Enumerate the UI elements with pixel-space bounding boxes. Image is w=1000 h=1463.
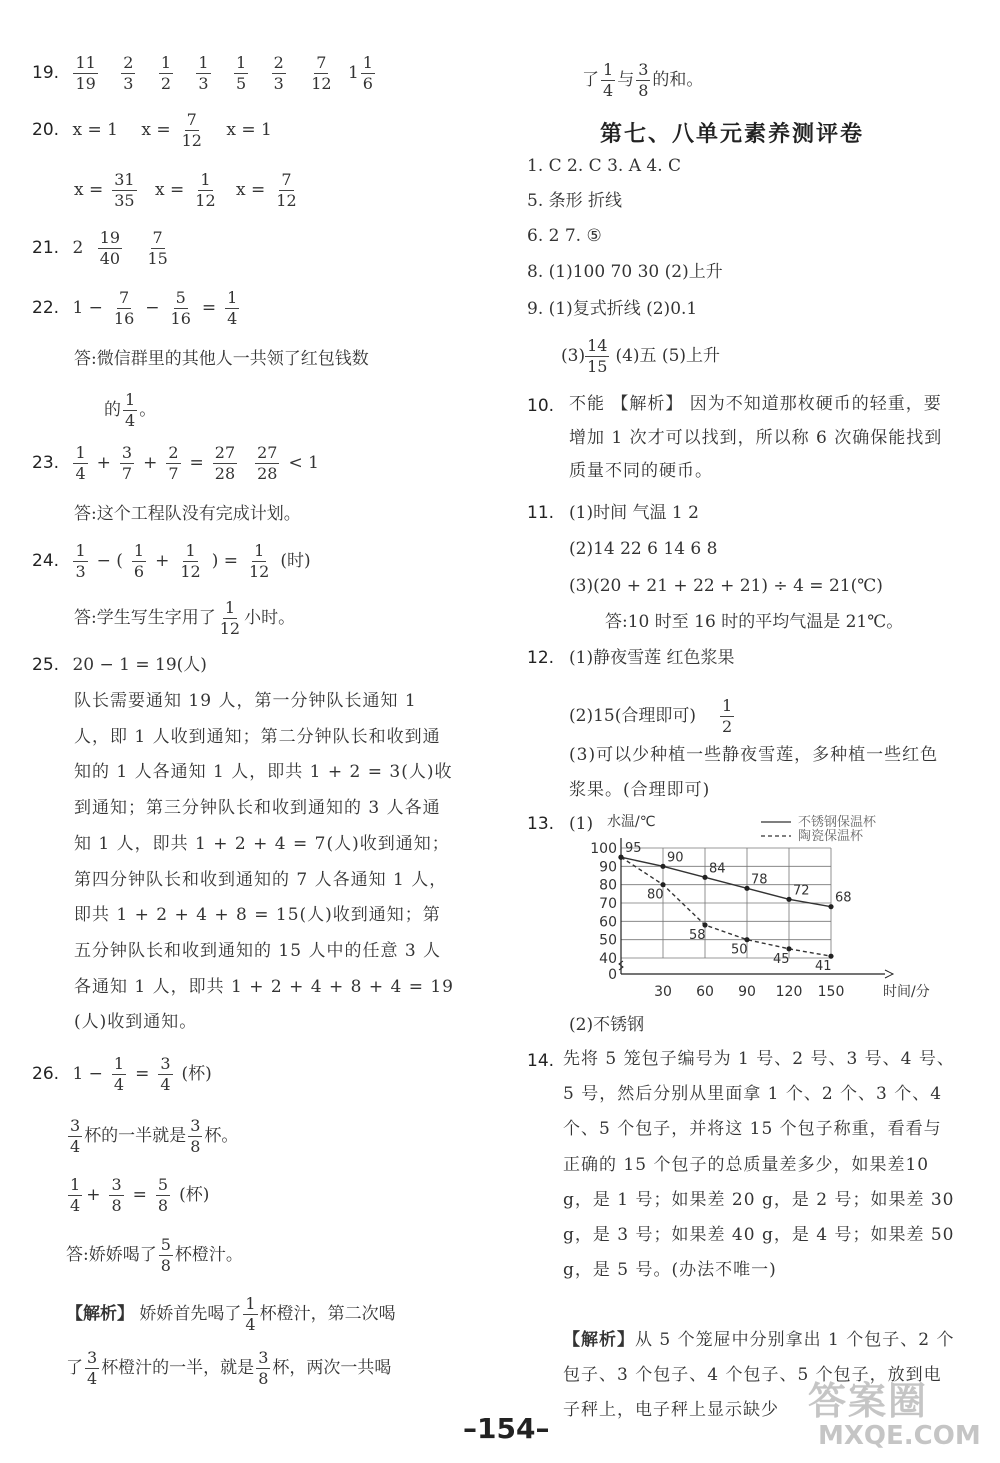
x-axis-arrow [885, 970, 893, 978]
y-tick-label: 70 [599, 896, 617, 912]
numerator: 1 [224, 598, 235, 617]
fraction [123, 392, 137, 429]
operator: = [189, 453, 204, 473]
numerator: 7 [281, 170, 292, 189]
denominator: 28 [257, 464, 278, 483]
numerator: 1 [75, 541, 86, 560]
denominator: 7 [168, 464, 179, 483]
numerator: 1 [75, 443, 86, 462]
water-temperature-line-chart [590, 808, 953, 1000]
data-label: 95 [625, 841, 642, 857]
text: 。 [139, 400, 157, 420]
numerator: 3 [160, 1054, 171, 1073]
equation: x = [155, 180, 185, 200]
denominator: 4 [227, 309, 238, 328]
x-tick-label: 60 [696, 984, 714, 1000]
y-axis-label: 水温/℃ [607, 814, 656, 830]
data-point [744, 886, 749, 891]
operator: < 1 [288, 453, 319, 473]
q21-number: 21. [32, 238, 60, 258]
numerator: 3 [87, 1348, 98, 1367]
text: 杯橙汁，第二次喝 [259, 1304, 396, 1324]
numerator: 1 [362, 53, 373, 72]
text: 的 [104, 400, 121, 420]
denominator: 19 [75, 74, 96, 93]
fraction [158, 1056, 172, 1093]
y-tick-label: 60 [599, 914, 617, 931]
denominator: 3 [75, 562, 86, 581]
q12-line1: (1)静夜雪莲 红色浆果 [569, 648, 735, 668]
denominator: 4 [75, 464, 86, 483]
fraction [68, 1177, 82, 1214]
data-point [660, 882, 665, 887]
equation: x = [74, 180, 104, 200]
answer: 2 [72, 238, 84, 258]
operator: ) = [211, 551, 238, 571]
q22-answer: 答:微信群里的其他人一共领了红包钱数 [74, 349, 369, 369]
fraction [112, 290, 136, 327]
text: 与 [617, 70, 635, 90]
fraction [121, 55, 135, 92]
equation: x = 1 [226, 120, 272, 140]
operator: − ( [96, 551, 123, 571]
numerator: 2 [168, 443, 179, 462]
text: 了 [66, 1358, 83, 1378]
numerator: 1 [245, 1294, 256, 1313]
analysis-tag: 【解析】 [563, 1330, 635, 1350]
q23-number: 23. [32, 453, 60, 473]
numerator: 7 [152, 228, 163, 247]
operator: + [96, 453, 111, 473]
fraction [156, 1177, 170, 1214]
numerator: 3 [121, 443, 133, 462]
unit: (杯) [179, 1185, 210, 1205]
fraction [159, 1237, 173, 1274]
q14-number: 14. [527, 1051, 555, 1071]
q20-number: 20. [32, 120, 60, 140]
denominator: 16 [113, 309, 135, 328]
operator: + [86, 1185, 101, 1205]
fraction [169, 290, 193, 327]
answers-6-7: 6. 2 7. ⑤ [527, 226, 602, 246]
q24 [32, 543, 311, 580]
operator: 1 − [72, 1064, 103, 1084]
fraction [73, 55, 97, 92]
denominator: 6 [362, 74, 373, 93]
fraction [120, 445, 134, 482]
denominator: 3 [273, 74, 284, 93]
q26-number: 26. [32, 1064, 60, 1084]
analysis-tag: 【解析】 [66, 1304, 134, 1324]
fraction [218, 600, 242, 637]
fraction [145, 230, 169, 267]
q10-number: 10. [527, 396, 555, 416]
data-point [828, 954, 833, 959]
q26-line3 [66, 1177, 209, 1214]
unit: (时) [280, 551, 311, 571]
q13-sub1: (1) [569, 814, 594, 834]
numerator: 1 [721, 696, 733, 715]
denominator: 12 [180, 562, 201, 581]
denominator: 4 [245, 1315, 256, 1334]
denominator: 6 [133, 562, 145, 581]
q14-text: 先将 5 笼包子编号为 1 号、2 号、3 号、4 号、5 号，然后分别从里面拿 1 个、2 个、3 个、4 个、5 个包子，并将这 15 个包子称重，看看与正确的 15 个包子的总质量差多少，如果差10 g，是 1 号；如果差 20 g，是 2 号；如果差 30 g，是 3 号；如果差 40 g，是 4 号；如果差 50 g，是 5 号。(办法不唯一) [563, 1049, 955, 1281]
operator: = [135, 1064, 150, 1084]
text: 的和。 [652, 70, 704, 90]
q19-number: 19. [32, 63, 60, 83]
fraction [234, 55, 248, 92]
text: (2)15(合理即可) [569, 706, 696, 726]
data-point [618, 855, 623, 860]
data-point [828, 904, 833, 909]
q23 [32, 445, 319, 482]
q21 [32, 230, 179, 267]
numerator: 27 [214, 443, 236, 462]
equation: x = [141, 120, 171, 140]
data-label: 41 [815, 959, 832, 975]
data-label: 78 [751, 872, 768, 888]
denominator: 8 [160, 1256, 171, 1275]
y-tick-label: 90 [599, 859, 617, 876]
text: 答:学生写生字用了 [74, 608, 216, 628]
q13-sub2: (2)不锈钢 [569, 1015, 645, 1035]
chart-axes [619, 838, 893, 978]
denominator: 8 [111, 1196, 122, 1215]
fraction [73, 445, 87, 482]
denominator: 4 [160, 1075, 171, 1094]
data-point [744, 937, 749, 942]
fraction [68, 1118, 82, 1155]
data-label: 84 [709, 861, 726, 877]
denominator: 16 [170, 309, 191, 328]
data-label: 68 [835, 890, 852, 906]
fraction [112, 1056, 126, 1093]
fraction [109, 1177, 123, 1214]
data-label: 72 [793, 883, 810, 899]
fraction [213, 445, 237, 482]
fraction [159, 55, 173, 92]
denominator: 5 [236, 74, 247, 93]
numerator: 3 [70, 1116, 81, 1135]
q19 [32, 55, 384, 92]
fraction [196, 55, 210, 92]
numerator: 2 [273, 53, 284, 72]
numerator: 1 [254, 541, 265, 560]
denominator: 4 [70, 1137, 81, 1156]
denominator: 12 [219, 619, 241, 638]
fraction [720, 698, 734, 735]
denominator: 4 [603, 81, 614, 100]
q24-answer [74, 600, 295, 637]
fraction [255, 445, 279, 482]
numerator: 11 [75, 53, 96, 72]
numerator: 19 [99, 228, 121, 247]
answer-9-cont [561, 338, 720, 375]
numerator: 14 [587, 336, 608, 355]
numerator: 1 [113, 1054, 125, 1073]
denominator: 4 [87, 1369, 98, 1388]
section-title: 第七、八单元素养测评卷 [600, 122, 865, 147]
y-tick-label: 80 [599, 877, 617, 894]
y-tick-label: 50 [599, 932, 617, 949]
data-point [702, 875, 707, 880]
numerator: 1 [227, 288, 238, 307]
numerator: 1 [198, 53, 209, 72]
q24-number: 24. [32, 551, 60, 571]
x-tick-label: 150 [817, 984, 845, 1000]
fraction [188, 1118, 202, 1155]
denominator: 12 [195, 191, 216, 210]
q26 [32, 1056, 212, 1093]
q23-answer: 答:这个工程队没有完成计划。 [74, 504, 301, 524]
denominator: 3 [198, 74, 209, 93]
q12-number: 12. [527, 648, 555, 668]
data-label: 58 [689, 928, 706, 943]
fraction [309, 55, 333, 92]
numerator: 7 [119, 288, 130, 307]
operator: + [155, 551, 170, 571]
denominator: 3 [123, 74, 134, 93]
watermark-logo: 答案圈 [808, 1379, 929, 1423]
numerator: 3 [258, 1348, 269, 1367]
denominator: 4 [125, 411, 136, 430]
equation: 20 − 1 = 19(人) [72, 655, 207, 675]
q22-answer-cont [104, 392, 156, 429]
q12-line3: (3)可以少种植一些静夜雪莲，多种植一些红色浆果。(合理即可) [569, 745, 939, 800]
q13-number: 13. [527, 814, 555, 834]
chart-series [618, 841, 851, 974]
fraction [243, 1296, 257, 1333]
text: 杯的一半就是 [84, 1126, 187, 1146]
operator: 1 − [72, 298, 103, 318]
q11-line2: (2)14 22 6 14 6 8 [569, 539, 718, 559]
numerator: 5 [175, 288, 186, 307]
numerator: 1 [133, 541, 145, 560]
text: 杯橙汁。 [174, 1245, 243, 1265]
denominator: 2 [721, 717, 733, 736]
text: 娇娇首先喝了 [139, 1304, 242, 1324]
denominator: 8 [638, 81, 649, 100]
denominator: 12 [249, 562, 270, 581]
q20-row2 [74, 172, 308, 209]
q22 [32, 290, 248, 327]
text: 答:娇娇喝了 [66, 1245, 157, 1265]
operator: = [201, 298, 217, 318]
fraction [225, 290, 239, 327]
fraction [361, 55, 375, 92]
fraction [180, 112, 204, 149]
numerator: 31 [114, 170, 135, 189]
x-tick-label: 120 [775, 984, 803, 1000]
continued-text [582, 62, 703, 99]
series-line-ceramic [621, 857, 831, 956]
denominator: 12 [276, 191, 297, 210]
answer-8: 8. (1)100 70 30 (2)上升 [527, 262, 723, 282]
text: 杯橙汁的一半，就是 [101, 1358, 255, 1378]
operator: + [143, 453, 158, 473]
q11-number: 11. [527, 503, 555, 523]
fraction [585, 338, 609, 375]
text: 杯，两次一共喝 [272, 1358, 392, 1378]
page-number: –154– [463, 1412, 550, 1445]
y-tick-label: 100 [590, 841, 617, 857]
numerator: 3 [190, 1116, 201, 1135]
numerator: 1 [160, 53, 171, 72]
numerator: 27 [257, 443, 278, 462]
fraction [636, 62, 650, 99]
numerator: 1 [185, 541, 196, 560]
fraction [247, 543, 271, 580]
fraction [256, 1350, 270, 1387]
numerator: 1 [236, 53, 247, 72]
q11-line1: (1)时间 气温 1 2 [569, 503, 699, 523]
numerator: 5 [160, 1235, 171, 1254]
y-tick-label: 40 [599, 951, 617, 967]
q25 [32, 657, 207, 674]
numerator: 1 [125, 390, 136, 409]
operator: = [132, 1185, 147, 1205]
watermark-url: MXQE.COM [818, 1421, 981, 1451]
fraction [73, 543, 87, 580]
fraction [601, 62, 615, 99]
data-point [660, 864, 665, 869]
fraction [112, 172, 136, 209]
q26-line2 [66, 1118, 238, 1155]
denominator: 7 [121, 464, 133, 483]
numerator: 1 [603, 60, 614, 79]
data-point [786, 897, 791, 902]
denominator: 12 [181, 131, 202, 150]
data-point [786, 946, 791, 951]
denominator: 35 [114, 191, 135, 210]
fraction [178, 543, 202, 580]
whole-number: 1 [347, 63, 359, 83]
page-number-value: 154 [477, 1412, 536, 1445]
denominator: 8 [190, 1137, 201, 1156]
denominator: 2 [160, 74, 171, 93]
fraction [98, 230, 122, 267]
denominator: 8 [157, 1196, 169, 1215]
numerator: 7 [186, 110, 197, 129]
q20-row1 [32, 112, 272, 149]
x-tick-label: 90 [738, 984, 756, 1000]
q22-number: 22. [32, 298, 60, 318]
data-point [702, 922, 707, 927]
numerator: 5 [157, 1175, 169, 1194]
axis-break [619, 961, 623, 970]
fraction [272, 55, 286, 92]
q25-explanation: 队长需要通知 19 人，第一分钟队长通知 1 人，即 1 人收到通知；第二分钟队长和收到通知的 1 人各通知 1 人，即共 1 + 2 = 3(人)收到通知；第三分钟队长和收到通知的 3 人各通知 1 人，即共 1 + 2 + 4 = 7(人)收到通知；第四分钟队长和收到通知的 7 人各通知 1 人，即共 1 + 2 + 4 + 8 = 15(人)收到通知；第五分钟队长和收到通知的 15 人中的任意 3 人各通知 1 人，即共 1 + 2 + 4 + 8 + 4 = 19 (人)收到通知。 [74, 691, 454, 1033]
fraction [274, 172, 298, 209]
operator: − [145, 298, 160, 318]
numerator: 1 [200, 170, 211, 189]
text: 小时。 [244, 608, 296, 628]
answer-9: 9. (1)复式折线 (2)0.1 [527, 299, 698, 319]
denominator: 15 [147, 249, 168, 268]
answers-1-4: 1. C 2. C 3. A 4. C [527, 156, 682, 176]
q26-answer [66, 1237, 243, 1274]
numerator: 1 [70, 1175, 81, 1194]
data-label: 80 [647, 887, 664, 903]
x-tick-label: 30 [654, 984, 672, 1000]
data-label: 50 [731, 942, 748, 958]
denominator: 40 [99, 249, 121, 268]
equation: x = [236, 180, 266, 200]
unit: (杯) [181, 1064, 212, 1084]
numerator: 2 [123, 53, 134, 72]
numerator: 3 [638, 60, 649, 79]
text: (3) [561, 346, 586, 366]
chart-legend [761, 814, 877, 844]
q11-answer: 答:10 时至 16 时的平均气温是 21℃。 [605, 612, 904, 632]
data-label: 45 [773, 951, 790, 967]
answer-5: 5. 条形 折线 [527, 191, 623, 211]
text: 了 [582, 70, 599, 90]
denominator: 8 [258, 1369, 269, 1388]
denominator: 28 [214, 464, 236, 483]
y-tick-label: 0 [608, 967, 617, 983]
fraction [193, 172, 217, 209]
q10-text: 不能 【解析】 因为不知道那枚硬币的轻重，要增加 1 次才可以找到，所以称 6 次确保能找到质量不同的硬币。 [569, 394, 943, 481]
numerator: 3 [111, 1175, 122, 1194]
q25-number: 25. [32, 655, 60, 675]
text: 杯。 [204, 1126, 239, 1146]
denominator: 12 [311, 74, 332, 93]
fraction [132, 543, 146, 580]
data-label: 90 [667, 850, 684, 866]
q12-line2 [569, 698, 743, 735]
fraction [166, 445, 180, 482]
numerator: 7 [316, 53, 327, 72]
x-axis-label: 时间/分 [883, 984, 930, 1000]
denominator: 4 [70, 1196, 81, 1215]
equation: x = 1 [72, 120, 118, 140]
legend-label: 陶瓷保温杯 [798, 829, 864, 844]
q26-analysis-cont [66, 1350, 391, 1387]
fraction [85, 1350, 99, 1387]
q26-analysis [66, 1296, 396, 1333]
q11-line3: (3)(20 + 21 + 22 + 21) ÷ 4 = 21(℃) [569, 576, 883, 596]
legend-label: 不锈钢保温杯 [798, 815, 877, 830]
denominator: 4 [113, 1075, 125, 1094]
analysis-text: 从 5 个笼屉中分别拿出 1 个包子、2 个包子、3 个包子、4 个包子、5 个包子，放到电子秤上，电子秤上显示缺少 [563, 1330, 955, 1421]
denominator: 15 [587, 357, 608, 376]
text: (4)五 (5)上升 [615, 346, 721, 366]
